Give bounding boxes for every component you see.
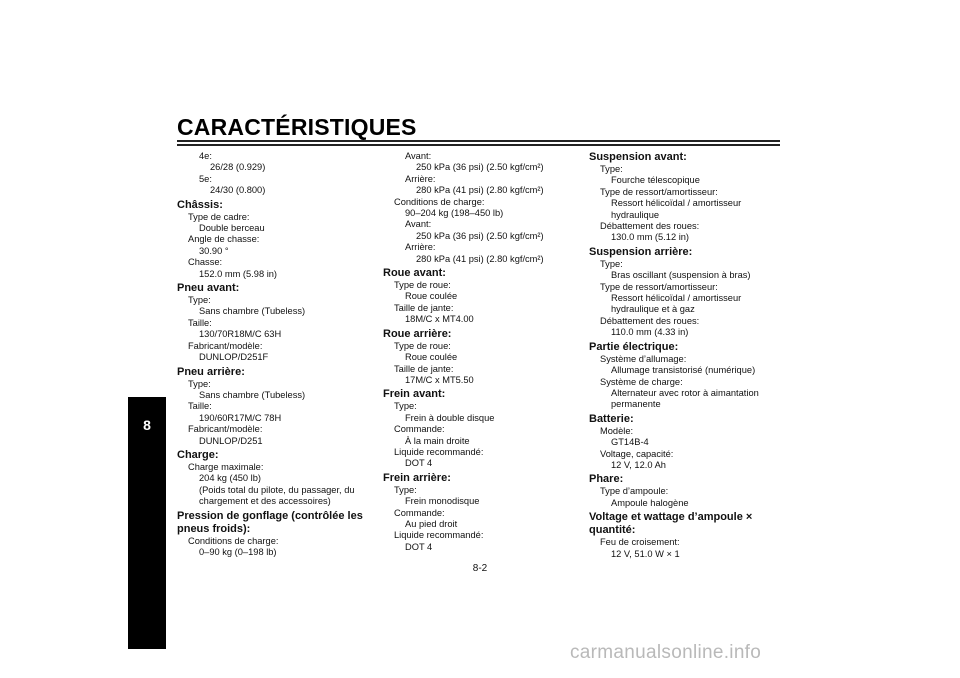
spec-label: Commande: bbox=[394, 424, 445, 435]
spec-label: Type: bbox=[188, 295, 211, 306]
spec-label: Type: bbox=[394, 401, 417, 412]
spec-value: Double berceau bbox=[199, 223, 265, 234]
spec-value: 30.90 ° bbox=[199, 245, 229, 256]
spec-value: DOT 4 bbox=[405, 541, 433, 552]
section-heading-electrical: Partie électrique: bbox=[589, 340, 679, 353]
page-number: 8-2 bbox=[472, 563, 488, 574]
spec-label: Type de roue: bbox=[394, 340, 451, 351]
gear4-value: 26/28 (0.929) bbox=[210, 162, 266, 173]
spec-label: Arrière: bbox=[405, 173, 436, 184]
spec-value: 0–90 kg (0–198 lb) bbox=[199, 546, 277, 557]
spec-value: Bras oscillant (suspension à bras) bbox=[611, 270, 751, 281]
watermark-text: carmanualsonline.info bbox=[570, 642, 762, 663]
section-heading-rear-suspension: Suspension arrière: bbox=[589, 245, 693, 258]
spec-value: GT14B-4 bbox=[611, 437, 649, 448]
spec-label: Type de ressort/amortisseur: bbox=[600, 186, 718, 197]
section-heading-chassis: Châssis: bbox=[177, 198, 223, 211]
spec-label: Voltage, capacité: bbox=[600, 448, 674, 459]
spec-label: Chasse: bbox=[188, 257, 223, 268]
spec-value: 250 kPa (36 psi) (2.50 kgf/cm²) bbox=[416, 162, 544, 173]
section-heading-front-tire: Pneu avant: bbox=[177, 282, 240, 295]
spec-value: Sans chambre (Tubeless) bbox=[199, 389, 306, 400]
spec-column-2 bbox=[383, 151, 573, 553]
section-heading-bulbs: Voltage et wattage d’ampoule × quantité: bbox=[589, 511, 753, 537]
spec-value: hydraulique bbox=[611, 209, 660, 220]
spec-value: hydraulique et à gaz bbox=[611, 304, 695, 315]
spec-label: Type d’ampoule: bbox=[600, 486, 669, 497]
spec-value: 130.0 mm (5.12 in) bbox=[611, 232, 690, 243]
spec-label: Commande: bbox=[394, 507, 445, 518]
spec-label: Charge maximale: bbox=[188, 461, 264, 472]
spec-value: 12 V, 12.0 Ah bbox=[611, 459, 666, 470]
section-heading-front-suspension: Suspension avant: bbox=[589, 151, 687, 163]
spec-label: Taille: bbox=[188, 317, 212, 328]
spec-value: Frein à double disque bbox=[405, 412, 495, 423]
spec-value: 130/70R18M/C 63H bbox=[199, 329, 282, 340]
spec-value: DUNLOP/D251 bbox=[199, 435, 263, 446]
spec-label: Liquide recommandé: bbox=[394, 446, 484, 457]
spec-label: Type de roue: bbox=[394, 280, 451, 291]
spec-column-3 bbox=[589, 151, 789, 560]
spec-label: Taille de jante: bbox=[394, 302, 454, 313]
section-heading-front-wheel: Roue avant: bbox=[383, 267, 446, 280]
chapter-number: 8 bbox=[143, 417, 151, 433]
section-heading-rear-wheel: Roue arrière: bbox=[383, 327, 452, 340]
section-heading-rear-tire: Pneu arrière: bbox=[177, 365, 245, 378]
spec-value: DOT 4 bbox=[405, 458, 433, 469]
gear5-value: 24/30 (0.800) bbox=[210, 185, 266, 196]
spec-value: Ampoule halogène bbox=[611, 497, 689, 508]
spec-label: Type de cadre: bbox=[188, 211, 250, 222]
spec-value: À la main droite bbox=[405, 435, 470, 446]
spec-note: chargement et des accessoires) bbox=[199, 496, 331, 507]
spec-label: Conditions de charge: bbox=[394, 196, 485, 207]
gear4-label: 4e: bbox=[199, 151, 212, 161]
spec-label: Avant: bbox=[405, 151, 432, 161]
header-rule-bottom bbox=[177, 144, 780, 146]
spec-label: Système d’allumage: bbox=[600, 353, 687, 364]
spec-label: Type de ressort/amortisseur: bbox=[600, 281, 718, 292]
gear5-label: 5e: bbox=[199, 173, 212, 184]
spec-label: Type: bbox=[188, 378, 211, 389]
section-heading-pressure-cont: pneus froids): bbox=[177, 522, 251, 535]
spec-column-1 bbox=[177, 151, 367, 558]
spec-label: Débattement des roues: bbox=[600, 221, 700, 232]
spec-value: 280 kPa (41 psi) (2.80 kgf/cm²) bbox=[416, 185, 544, 196]
spec-value: Ressort hélicoïdal / amortisseur bbox=[611, 293, 742, 304]
spec-value: 280 kPa (41 psi) (2.80 kgf/cm²) bbox=[416, 253, 544, 264]
spec-value: Alternateur avec rotor à aimantation bbox=[611, 387, 759, 398]
spec-label: Type: bbox=[600, 258, 623, 269]
section-heading-battery: Batterie: bbox=[589, 412, 634, 425]
spec-label: Conditions de charge: bbox=[188, 535, 279, 546]
spec-label: Feu de croisement: bbox=[600, 537, 680, 548]
spec-value: 110.0 mm (4.33 in) bbox=[611, 327, 689, 338]
chapter-tab bbox=[128, 397, 166, 649]
spec-label: Fabricant/modèle: bbox=[188, 340, 263, 351]
spec-value: Frein monodisque bbox=[405, 496, 480, 507]
section-heading-load: Charge: bbox=[177, 448, 219, 461]
spec-value: Fourche télescopique bbox=[611, 175, 700, 186]
spec-label: Taille: bbox=[188, 401, 212, 412]
spec-label: Liquide recommandé: bbox=[394, 530, 484, 541]
spec-label: Arrière: bbox=[405, 242, 436, 253]
spec-label: Type: bbox=[600, 164, 623, 174]
spec-label: Modèle: bbox=[600, 425, 634, 436]
spec-value: Au pied droit bbox=[405, 518, 458, 529]
spec-value: 90–204 kg (198–450 lb) bbox=[405, 208, 504, 219]
spec-value: 17M/C x MT5.50 bbox=[405, 374, 474, 385]
spec-value: Roue coulée bbox=[405, 291, 458, 302]
spec-value: 204 kg (450 lb) bbox=[199, 473, 262, 484]
section-heading-front-brake: Frein avant: bbox=[383, 388, 446, 401]
section-heading-rear-brake: Frein arrière: bbox=[383, 471, 451, 484]
spec-value: Ressort hélicoïdal / amortisseur bbox=[611, 198, 742, 209]
header-rule-top bbox=[177, 140, 780, 142]
spec-label: Angle de chasse: bbox=[188, 234, 260, 245]
spec-value: 152.0 mm (5.98 in) bbox=[199, 268, 278, 279]
spec-value: Allumage transistorisé (numérique) bbox=[611, 365, 756, 376]
spec-value: Roue coulée bbox=[405, 352, 458, 363]
spec-label: Avant: bbox=[405, 219, 432, 230]
section-heading-headlight: Phare: bbox=[589, 473, 624, 486]
spec-note: (Poids total du pilote, du passager, du bbox=[199, 484, 355, 495]
spec-value: Sans chambre (Tubeless) bbox=[199, 306, 306, 317]
spec-value: 18M/C x MT4.00 bbox=[405, 314, 474, 325]
spec-label: Taille de jante: bbox=[394, 363, 454, 374]
section-heading-pressure: Pression de gonflage (contrôlée les bbox=[177, 509, 363, 522]
spec-value: DUNLOP/D251F bbox=[199, 352, 269, 363]
spec-label: Fabricant/modèle: bbox=[188, 424, 263, 435]
spec-value: 12 V, 51.0 W × 1 bbox=[611, 548, 680, 559]
spec-label: Système de charge: bbox=[600, 376, 683, 387]
spec-value: 190/60R17M/C 78H bbox=[199, 412, 282, 423]
page-title: CARACTÉRISTIQUES bbox=[177, 114, 417, 140]
spec-value: permanente bbox=[611, 399, 661, 410]
spec-label: Débattement des roues: bbox=[600, 315, 700, 326]
spec-value: 250 kPa (36 psi) (2.50 kgf/cm²) bbox=[416, 230, 544, 241]
spec-label: Type: bbox=[394, 484, 417, 495]
